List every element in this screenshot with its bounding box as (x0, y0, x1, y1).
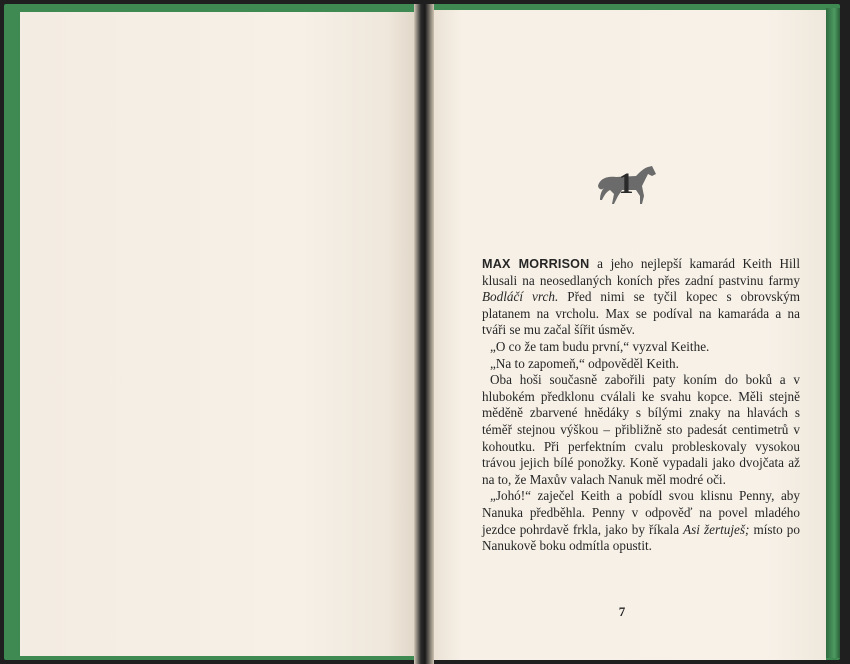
paragraph (482, 256, 800, 339)
opening-name: MAX MORRISON (482, 257, 590, 271)
paragraph: „O co že tam budu první,“ vyzval Keithe. (490, 338, 710, 354)
page-number: 7 (618, 604, 626, 619)
left-page-blank (20, 12, 420, 656)
cover-edge (826, 8, 840, 658)
paragraph: Oba hoši současně zabořili paty koním do boků a v hlubokém předklonu cválali ke svahu kopce. Měli stejně měděně zbarvené hnědáky s bílými znaky na hlavách s téměř stejnou výškou – přibližně sto padesát centimetrů v kohoutku. Při perfektním cvalu probleskovaly vysokou trávou jejich bílé ponožky. Koně vypadali jako dvojčata až na to, že Maxův valach Nanuk měl modré oči. (482, 372, 800, 487)
paragraph (482, 488, 800, 554)
paragraph-text: místo po Nanukově boku odmítla opustit. (482, 521, 800, 554)
chapter-number: 1 (618, 167, 634, 200)
farm-name: Bodláčí vrch. (482, 289, 559, 305)
chapter-text (482, 256, 800, 555)
paragraph: „Na to zapomeň,“ odpověděl Keith. (490, 355, 679, 371)
book-gutter (414, 4, 434, 664)
chapter-heading (592, 162, 660, 208)
paragraph-text: a jeho nejlepší kamarád Keith Hill klusali na neosedlaných koních přes zadní pastvinu farmy (482, 256, 800, 288)
paragraph-text: „Johó!“ zaječel Keith a pobídl svou klisnu Penny, aby Nanuka předběhla. Penny v odpověď na povel mladého jezdce pohrdavě frkla, jako by říkala (482, 488, 800, 537)
italic-phrase: Asi žertuješ; (683, 521, 750, 537)
paragraph-text: Před nimi se tyčil kopec s obrovským platanem na vrcholu. Max se podíval na kamaráda a na tváři se mu začal šířit úsměv. (482, 289, 800, 338)
